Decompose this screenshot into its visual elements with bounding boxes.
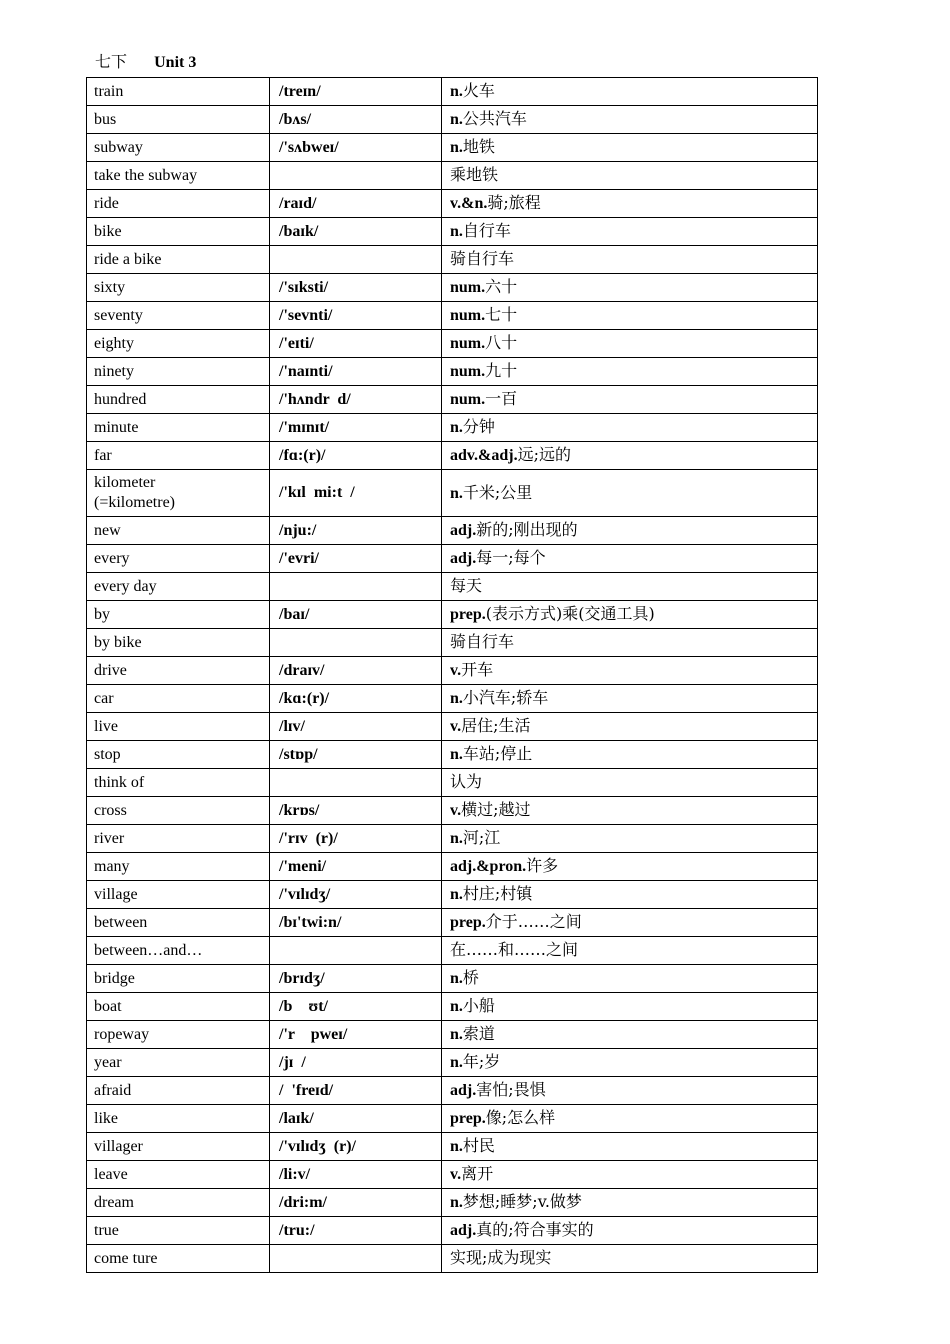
word-cell xyxy=(87,218,270,246)
word-text: come ture xyxy=(94,1249,158,1267)
phonetic-cell xyxy=(270,1245,442,1273)
meaning-cell xyxy=(442,1049,818,1077)
meaning-cell xyxy=(442,769,818,797)
meaning-cell xyxy=(442,517,818,545)
chinese-meaning: 介于……之间 xyxy=(485,912,582,931)
word-text: leave xyxy=(94,1165,128,1183)
phonetic-cell: /bʌs/ xyxy=(270,106,442,134)
word-cell xyxy=(87,190,270,218)
meaning-cell xyxy=(442,190,818,218)
word-text: (=kilometre) xyxy=(94,494,175,511)
word-text: drive xyxy=(94,661,127,679)
phonetic-cell: /krɒs/ xyxy=(270,797,442,825)
word-cell xyxy=(87,909,270,937)
chinese-meaning: 车站;停止 xyxy=(462,744,533,763)
word-cell xyxy=(87,442,270,470)
table-row xyxy=(87,414,818,442)
word-text: new xyxy=(94,521,121,539)
word-text: subway xyxy=(94,138,143,156)
table-row xyxy=(87,302,818,330)
part-of-speech: v. xyxy=(450,802,462,819)
table-row xyxy=(87,274,818,302)
word-cell xyxy=(87,274,270,302)
word-text: true xyxy=(94,1221,119,1239)
table-row xyxy=(87,601,818,629)
table-row xyxy=(87,358,818,386)
word-cell xyxy=(87,1077,270,1105)
table-row xyxy=(87,1245,818,1273)
chinese-meaning: 小船 xyxy=(462,996,495,1015)
word-text: eighty xyxy=(94,334,134,352)
phonetic-cell: /bɪ'twi:n/ xyxy=(270,909,442,937)
part-of-speech: adj. xyxy=(450,550,477,567)
word-text: take the subway xyxy=(94,166,198,184)
phonetic-cell: /'sevnti/ xyxy=(270,302,442,330)
phonetic-cell: /'naɪnti/ xyxy=(270,358,442,386)
table-row xyxy=(87,1217,818,1245)
word-text: hundred xyxy=(94,390,147,408)
table-row xyxy=(87,769,818,797)
word-text: train xyxy=(94,82,124,100)
word-cell xyxy=(87,629,270,657)
chinese-meaning: 居住;生活 xyxy=(461,716,531,735)
part-of-speech: num. xyxy=(450,363,486,380)
meaning-cell xyxy=(442,246,818,274)
part-of-speech: v. xyxy=(450,1166,462,1183)
word-text: by xyxy=(94,605,110,623)
table-row xyxy=(87,937,818,965)
part-of-speech: num. xyxy=(450,307,486,324)
meaning-cell xyxy=(442,1189,818,1217)
part-of-speech: n. xyxy=(450,419,463,436)
chinese-meaning: 河;江 xyxy=(462,828,501,847)
meaning-cell xyxy=(442,909,818,937)
word-cell xyxy=(87,825,270,853)
word-text: every day xyxy=(94,577,157,595)
word-cell xyxy=(87,1105,270,1133)
word-text: year xyxy=(94,1053,122,1071)
phonetic-cell: /'sɪksti/ xyxy=(270,274,442,302)
word-cell xyxy=(87,330,270,358)
chinese-meaning: 七十 xyxy=(485,305,518,324)
phonetic-cell: /kɑ:(r)/ xyxy=(270,685,442,713)
page-header xyxy=(95,51,196,73)
table-row xyxy=(87,218,818,246)
table-row xyxy=(87,545,818,573)
table-row xyxy=(87,386,818,414)
chinese-meaning: 索道 xyxy=(462,1024,495,1043)
table-row xyxy=(87,134,818,162)
word-text: many xyxy=(94,857,130,875)
word-cell xyxy=(87,1133,270,1161)
table-row xyxy=(87,517,818,545)
word-text: ride xyxy=(94,194,119,212)
word-text: bridge xyxy=(94,969,135,987)
table-row xyxy=(87,1021,818,1049)
meaning-cell xyxy=(442,162,818,190)
word-cell xyxy=(87,573,270,601)
chinese-meaning: 地铁 xyxy=(462,137,495,156)
chinese-meaning: 横过;越过 xyxy=(461,800,531,819)
table-row xyxy=(87,881,818,909)
table-row xyxy=(87,853,818,881)
word-cell xyxy=(87,1049,270,1077)
chinese-meaning: 年;岁 xyxy=(462,1052,501,1071)
word-text: river xyxy=(94,829,125,847)
table-row xyxy=(87,442,818,470)
phonetic-cell: /'eɪti/ xyxy=(270,330,442,358)
word-text: think of xyxy=(94,773,145,791)
chinese-meaning: 骑自行车 xyxy=(450,249,515,268)
part-of-speech: v. xyxy=(450,718,462,735)
word-cell xyxy=(87,1021,270,1049)
word-cell xyxy=(87,517,270,545)
word-text: car xyxy=(94,689,114,707)
phonetic-cell: /'mɪnɪt/ xyxy=(270,414,442,442)
phonetic-cell xyxy=(270,629,442,657)
meaning-cell xyxy=(442,1021,818,1049)
part-of-speech: n. xyxy=(450,111,463,128)
meaning-cell xyxy=(442,470,818,517)
meaning-cell xyxy=(442,881,818,909)
table-row xyxy=(87,797,818,825)
chinese-meaning: 新的;刚出现的 xyxy=(476,520,578,539)
chinese-meaning: 开车 xyxy=(461,660,494,679)
part-of-speech: adj.&pron. xyxy=(450,858,527,875)
part-of-speech: n. xyxy=(450,830,463,847)
part-of-speech: n. xyxy=(450,970,463,987)
table-row xyxy=(87,190,818,218)
chinese-meaning: 真的;符合事实的 xyxy=(476,1220,594,1239)
phonetic-cell: /baɪk/ xyxy=(270,218,442,246)
part-of-speech: adv.&adj. xyxy=(450,447,518,464)
word-cell xyxy=(87,741,270,769)
phonetic-cell xyxy=(270,573,442,601)
meaning-cell xyxy=(442,825,818,853)
word-text: minute xyxy=(94,418,139,436)
phonetic-cell: /brɪdʒ/ xyxy=(270,965,442,993)
chinese-meaning: 许多 xyxy=(526,856,559,875)
word-text: villager xyxy=(94,1137,143,1155)
meaning-cell xyxy=(442,134,818,162)
word-cell xyxy=(87,1189,270,1217)
table-row xyxy=(87,909,818,937)
chinese-meaning: 远;远的 xyxy=(517,445,571,464)
table-row xyxy=(87,470,818,517)
word-cell xyxy=(87,685,270,713)
table-row xyxy=(87,741,818,769)
part-of-speech: prep. xyxy=(450,1110,486,1127)
meaning-cell xyxy=(442,358,818,386)
part-of-speech: n. xyxy=(450,1194,463,1211)
part-of-speech: n. xyxy=(450,746,463,763)
word-text: like xyxy=(94,1109,118,1127)
chinese-meaning: 火车 xyxy=(462,81,495,100)
chinese-meaning: 每一;每个 xyxy=(476,548,546,567)
part-of-speech: n. xyxy=(450,690,463,707)
chinese-meaning: 梦想;睡梦;v.做梦 xyxy=(462,1192,582,1211)
meaning-cell xyxy=(442,797,818,825)
word-cell xyxy=(87,386,270,414)
word-cell xyxy=(87,937,270,965)
phonetic-cell: /tru:/ xyxy=(270,1217,442,1245)
chinese-meaning: 分钟 xyxy=(462,417,495,436)
meaning-cell xyxy=(442,414,818,442)
chinese-meaning: 实现;成为现实 xyxy=(450,1248,552,1267)
word-text: sixty xyxy=(94,278,126,296)
phonetic-cell: /nju:/ xyxy=(270,517,442,545)
table-row xyxy=(87,657,818,685)
part-of-speech: n. xyxy=(450,886,463,903)
phonetic-cell: /dri:m/ xyxy=(270,1189,442,1217)
word-text: cross xyxy=(94,801,127,819)
chinese-meaning: 一百 xyxy=(485,389,518,408)
word-text: seventy xyxy=(94,306,143,324)
part-of-speech: prep. xyxy=(450,606,486,623)
meaning-cell xyxy=(442,274,818,302)
part-of-speech: v. xyxy=(450,662,462,679)
meaning-cell xyxy=(442,106,818,134)
phonetic-cell: /stɒp/ xyxy=(270,741,442,769)
word-cell xyxy=(87,713,270,741)
meaning-cell xyxy=(442,657,818,685)
meaning-cell xyxy=(442,330,818,358)
grade-label: 七下 xyxy=(95,52,128,71)
word-cell xyxy=(87,853,270,881)
table-row xyxy=(87,713,818,741)
word-cell xyxy=(87,358,270,386)
word-text: far xyxy=(94,446,112,464)
word-cell xyxy=(87,246,270,274)
chinese-meaning: 九十 xyxy=(485,361,518,380)
phonetic-cell: /b ʊt/ xyxy=(270,993,442,1021)
table-row xyxy=(87,1161,818,1189)
part-of-speech: n. xyxy=(450,1138,463,1155)
word-text: by bike xyxy=(94,633,142,651)
chinese-meaning: 村庄;村镇 xyxy=(462,884,533,903)
word-cell xyxy=(87,993,270,1021)
meaning-cell xyxy=(442,1133,818,1161)
meaning-cell xyxy=(442,713,818,741)
part-of-speech: num. xyxy=(450,335,486,352)
word-text: between xyxy=(94,913,148,931)
table-row xyxy=(87,573,818,601)
phonetic-cell: /'hʌndr d/ xyxy=(270,386,442,414)
table-row xyxy=(87,162,818,190)
part-of-speech: n. xyxy=(450,223,463,240)
part-of-speech: n. xyxy=(450,998,463,1015)
table-row xyxy=(87,1133,818,1161)
part-of-speech: n. xyxy=(450,1054,463,1071)
phonetic-cell xyxy=(270,246,442,274)
part-of-speech: n. xyxy=(450,83,463,100)
phonetic-cell: /'evri/ xyxy=(270,545,442,573)
meaning-cell xyxy=(442,993,818,1021)
meaning-cell xyxy=(442,1105,818,1133)
word-text: every xyxy=(94,549,130,567)
meaning-cell xyxy=(442,601,818,629)
word-cell xyxy=(87,1217,270,1245)
part-of-speech: prep. xyxy=(450,914,486,931)
chinese-meaning: 小汽车;轿车 xyxy=(462,688,549,707)
table-row xyxy=(87,1077,818,1105)
phonetic-cell: /lɪv/ xyxy=(270,713,442,741)
word-text: bike xyxy=(94,222,122,240)
word-text: ninety xyxy=(94,362,134,380)
table-row xyxy=(87,685,818,713)
word-text: live xyxy=(94,717,118,735)
chinese-meaning: 六十 xyxy=(485,277,518,296)
word-cell xyxy=(87,881,270,909)
chinese-meaning: 公共汽车 xyxy=(462,109,527,128)
word-text: kilometer xyxy=(94,474,156,491)
vocabulary-table xyxy=(86,77,818,1273)
vocabulary-table-body xyxy=(87,78,818,1273)
table-row xyxy=(87,825,818,853)
word-cell xyxy=(87,78,270,106)
chinese-meaning: 桥 xyxy=(462,968,479,987)
chinese-meaning: 千米;公里 xyxy=(462,482,533,502)
meaning-cell xyxy=(442,1217,818,1245)
word-cell xyxy=(87,769,270,797)
phonetic-cell: /'r pweɪ/ xyxy=(270,1021,442,1049)
chinese-meaning: 骑自行车 xyxy=(450,632,515,651)
meaning-cell xyxy=(442,1077,818,1105)
word-text: bus xyxy=(94,110,117,128)
phonetic-cell: /'sʌbweɪ/ xyxy=(270,134,442,162)
word-text: village xyxy=(94,885,138,903)
word-cell xyxy=(87,545,270,573)
phonetic-cell: /draɪv/ xyxy=(270,657,442,685)
word-text: between…and… xyxy=(94,941,203,959)
word-text: ride a bike xyxy=(94,250,162,268)
table-row xyxy=(87,246,818,274)
table-row xyxy=(87,993,818,1021)
part-of-speech: n. xyxy=(450,139,463,156)
table-row xyxy=(87,1189,818,1217)
table-row xyxy=(87,78,818,106)
chinese-meaning: 在……和……之间 xyxy=(450,940,579,959)
chinese-meaning: 乘地铁 xyxy=(450,165,499,184)
meaning-cell xyxy=(442,629,818,657)
part-of-speech: n. xyxy=(450,484,463,502)
meaning-cell xyxy=(442,965,818,993)
meaning-cell xyxy=(442,545,818,573)
word-cell xyxy=(87,1245,270,1273)
meaning-cell xyxy=(442,853,818,881)
word-cell xyxy=(87,106,270,134)
word-cell xyxy=(87,965,270,993)
phonetic-cell: /raɪd/ xyxy=(270,190,442,218)
phonetic-cell: /jɪ / xyxy=(270,1049,442,1077)
meaning-cell xyxy=(442,685,818,713)
chinese-meaning: 像;怎么样 xyxy=(485,1108,556,1127)
meaning-cell xyxy=(442,442,818,470)
chinese-meaning: 害怕;畏惧 xyxy=(476,1080,546,1099)
meaning-cell xyxy=(442,573,818,601)
meaning-cell xyxy=(442,218,818,246)
word-text: stop xyxy=(94,745,121,763)
phonetic-cell xyxy=(270,769,442,797)
table-row xyxy=(87,1049,818,1077)
chinese-meaning: 离开 xyxy=(461,1164,494,1183)
phonetic-cell: /'kɪl mi:t / xyxy=(270,470,442,517)
phonetic-cell: /treɪn/ xyxy=(270,78,442,106)
word-cell xyxy=(87,162,270,190)
part-of-speech: num. xyxy=(450,279,486,296)
phonetic-cell: /'vɪlɪdʒ (r)/ xyxy=(270,1133,442,1161)
phonetic-cell: /'meni/ xyxy=(270,853,442,881)
word-cell xyxy=(87,302,270,330)
phonetic-cell: /'rɪv (r)/ xyxy=(270,825,442,853)
table-row xyxy=(87,330,818,358)
phonetic-cell xyxy=(270,162,442,190)
word-cell xyxy=(87,1161,270,1189)
chinese-meaning: 村民 xyxy=(462,1136,495,1155)
word-cell xyxy=(87,134,270,162)
word-cell xyxy=(87,797,270,825)
part-of-speech: num. xyxy=(450,391,486,408)
word-cell xyxy=(87,414,270,442)
meaning-cell xyxy=(442,937,818,965)
word-text: dream xyxy=(94,1193,134,1211)
table-row xyxy=(87,629,818,657)
word-cell xyxy=(87,470,270,517)
chinese-meaning: (表示方式)乘(交通工具) xyxy=(485,604,655,623)
chinese-meaning: 骑;旅程 xyxy=(487,193,541,212)
phonetic-cell: /baɪ/ xyxy=(270,601,442,629)
table-row xyxy=(87,106,818,134)
unit-title: Unit 3 xyxy=(154,54,197,71)
part-of-speech: n. xyxy=(450,1026,463,1043)
phonetic-cell: /fɑ:(r)/ xyxy=(270,442,442,470)
part-of-speech: adj. xyxy=(450,1222,477,1239)
word-cell xyxy=(87,657,270,685)
chinese-meaning: 每天 xyxy=(450,576,483,595)
meaning-cell xyxy=(442,1161,818,1189)
word-cell xyxy=(87,601,270,629)
meaning-cell xyxy=(442,78,818,106)
table-row xyxy=(87,965,818,993)
part-of-speech: v.&n. xyxy=(450,195,488,212)
meaning-cell xyxy=(442,386,818,414)
phonetic-cell: /laɪk/ xyxy=(270,1105,442,1133)
chinese-meaning: 认为 xyxy=(450,772,483,791)
phonetic-cell: /'vɪlɪdʒ/ xyxy=(270,881,442,909)
phonetic-cell xyxy=(270,937,442,965)
phonetic-cell: / 'freɪd/ xyxy=(270,1077,442,1105)
chinese-meaning: 八十 xyxy=(485,333,518,352)
phonetic-cell: /li:v/ xyxy=(270,1161,442,1189)
word-text: afraid xyxy=(94,1081,132,1099)
meaning-cell xyxy=(442,302,818,330)
meaning-cell xyxy=(442,1245,818,1273)
word-text: boat xyxy=(94,997,122,1015)
part-of-speech: adj. xyxy=(450,1082,477,1099)
part-of-speech: adj. xyxy=(450,522,477,539)
chinese-meaning: 自行车 xyxy=(462,221,511,240)
meaning-cell xyxy=(442,741,818,769)
table-row xyxy=(87,1105,818,1133)
word-text: ropeway xyxy=(94,1025,150,1043)
